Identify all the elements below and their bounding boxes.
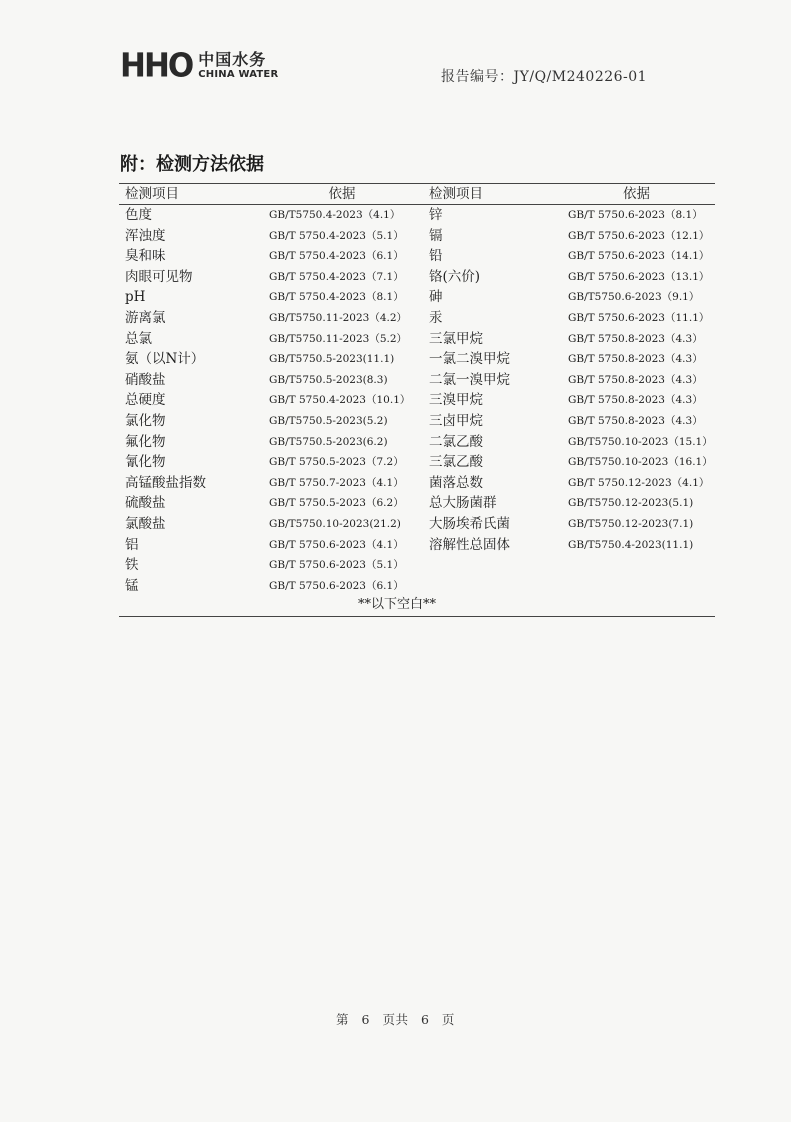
cell-item-right: 菌落总数 (429, 474, 483, 491)
table-body (119, 205, 715, 596)
cell-basis-right: GB/T 5750.8-2023（4.3） (568, 414, 703, 427)
cell-basis-left: GB/T 5750.6-2023（5.1） (269, 559, 404, 572)
table-row (119, 267, 715, 288)
cell-item-right: 铅 (429, 248, 443, 265)
cell-basis-right: GB/T 5750.8-2023（4.3） (568, 373, 703, 386)
cell-basis-right: GB/T 5750.8-2023（4.3） (568, 353, 703, 366)
cell-basis-right: GB/T 5750.8-2023（4.3） (568, 332, 703, 345)
cell-basis-left: GB/T5750.5-2023(11.1) (269, 353, 395, 366)
section-title: 附：检测方法依据 (120, 154, 264, 175)
report-number: 报告编号：JY/Q/M240226-01 (441, 69, 648, 85)
cell-basis-left: GB/T5750.11-2023（5.2） (269, 332, 408, 345)
header-item-right: 检测项目 (429, 186, 483, 202)
cell-basis-left: GB/T 5750.4-2023（6.1） (269, 250, 404, 263)
cell-item-right: 二氯一溴甲烷 (429, 371, 510, 388)
cell-basis-left: GB/T 5750.5-2023（6.2） (269, 497, 404, 510)
cell-item-right: 汞 (429, 309, 443, 326)
table-row (119, 226, 715, 247)
cell-item-right: 二氯乙酸 (429, 433, 483, 450)
cell-item-right: 铬(六价) (429, 268, 481, 285)
cell-item-right (427, 576, 558, 597)
cell-item-right: 砷 (429, 289, 443, 306)
cell-basis-left: GB/T 5750.7-2023（4.1） (269, 476, 404, 489)
table-row (119, 473, 715, 494)
table-row (119, 514, 715, 535)
cell-item-left: 总氯 (125, 330, 152, 347)
cell-basis-left: GB/T 5750.4-2023（10.1） (269, 394, 411, 407)
cell-basis-right: GB/T5750.4-2023(11.1) (568, 538, 694, 551)
table-row (119, 329, 715, 350)
cell-item-left: 硫酸盐 (125, 495, 166, 512)
methods-table (119, 183, 715, 617)
table-row (119, 493, 715, 514)
footer-suffix: 页 (441, 1012, 455, 1027)
cell-item-left: 浑浊度 (125, 227, 166, 244)
cell-item-right (427, 555, 558, 576)
cell-basis-left: GB/T5750.5-2023(8.3) (269, 373, 388, 386)
company-logo (120, 46, 278, 86)
cell-basis-right: GB/T 5750.6-2023（13.1） (568, 270, 710, 283)
cell-item-right: 总大肠菌群 (429, 495, 497, 512)
header-basis-right: 依据 (623, 186, 650, 202)
table-row (119, 576, 715, 597)
cell-basis-right: GB/T5750.12-2023(7.1) (568, 517, 694, 530)
cell-item-left: 氨（以N计） (125, 351, 205, 368)
cell-item-left: 肉眼可见物 (125, 268, 193, 285)
cell-item-left: 铁 (125, 557, 139, 574)
cell-basis-right: GB/T 5750.6-2023（11.1） (568, 311, 710, 324)
cell-basis-right: GB/T 5750.12-2023（4.1） (568, 476, 710, 489)
cell-item-left: 色度 (125, 207, 152, 223)
cell-basis-left: GB/T5750.5-2023(6.2) (269, 435, 388, 448)
table-row (119, 308, 715, 329)
cell-basis-right (558, 555, 715, 576)
cell-item-left: 臭和味 (125, 248, 166, 265)
footer-total: 6 (420, 1012, 430, 1027)
cell-item-left: 总硬度 (125, 392, 166, 409)
cell-item-right: 镉 (429, 227, 443, 244)
table-row (119, 205, 715, 226)
cell-basis-left: GB/T 5750.4-2023（5.1） (269, 229, 404, 242)
cell-basis-right: GB/T5750.10-2023（16.1） (568, 456, 713, 469)
footer-middle: 页共 (382, 1012, 409, 1027)
cell-basis-left: GB/T5750.11-2023（4.2） (269, 311, 408, 324)
cell-item-left: 氰化物 (125, 454, 166, 471)
cell-basis-left: GB/T 5750.4-2023（8.1） (269, 291, 404, 304)
cell-basis-right: GB/T 5750.6-2023（12.1） (568, 229, 710, 242)
table-header (119, 184, 715, 205)
cell-basis-left: GB/T5750.5-2023(5.2) (269, 414, 388, 427)
table-row (119, 370, 715, 391)
page-footer (0, 1010, 791, 1028)
cell-item-right: 三卤甲烷 (429, 412, 483, 429)
cell-item-left: 游离氯 (125, 309, 166, 326)
cell-basis-left: GB/T 5750.6-2023（6.1） (269, 579, 404, 592)
footer-prefix: 第 (336, 1012, 350, 1027)
cell-basis-left: GB/T5750.10-2023(21.2) (269, 517, 401, 530)
table-row (119, 349, 715, 370)
cell-item-left: 氟化物 (125, 433, 166, 450)
cell-item-right: 三溴甲烷 (429, 392, 483, 409)
cell-item-right: 大肠埃希氏菌 (429, 515, 510, 532)
cell-item-left: 氯酸盐 (125, 515, 166, 532)
cell-basis-right: GB/T5750.6-2023（9.1） (568, 291, 700, 304)
logo-mark: HHO (120, 47, 193, 85)
table-row (119, 555, 715, 576)
cell-item-left: 硝酸盐 (125, 371, 166, 388)
table-row (119, 452, 715, 473)
cell-basis-left: GB/T5750.4-2023（4.1） (269, 209, 401, 221)
cell-item-left: 高锰酸盐指数 (125, 474, 206, 491)
cell-item-right: 三氯甲烷 (429, 330, 483, 347)
table-row (119, 535, 715, 556)
cell-basis-left: GB/T 5750.4-2023（7.1） (269, 270, 404, 283)
cell-basis-right: GB/T 5750.6-2023（14.1） (568, 250, 710, 263)
logo-text (198, 51, 278, 81)
cell-basis-left: GB/T 5750.6-2023（4.1） (269, 538, 404, 551)
cell-item-right: 溶解性总固体 (429, 536, 510, 553)
table-row (119, 246, 715, 267)
cell-item-right: 锌 (429, 207, 443, 223)
table-row (119, 432, 715, 453)
cell-basis-right: GB/T 5750.8-2023（4.3） (568, 394, 703, 407)
table-row (119, 287, 715, 308)
logo-cn: 中国水务 (198, 50, 267, 69)
cell-item-left: 氯化物 (125, 412, 166, 429)
table-row (119, 411, 715, 432)
cell-item-right: 三氯乙酸 (429, 454, 483, 471)
table-row (119, 390, 715, 411)
logo-en: CHINA WATER (198, 69, 279, 80)
footer-page: 6 (361, 1012, 370, 1027)
header-item-left: 检测项目 (125, 186, 179, 202)
cell-basis-left: GB/T 5750.5-2023（7.2） (269, 456, 404, 469)
cell-item-left: 锰 (125, 577, 139, 594)
cell-item-left: pH (125, 289, 146, 306)
blank-note: **以下空白** (357, 597, 436, 613)
cell-item-left: 铝 (125, 536, 139, 553)
header-basis-left: 依据 (328, 186, 356, 202)
cell-item-right: 一氯二溴甲烷 (429, 351, 510, 368)
cell-basis-right: GB/T5750.12-2023(5.1) (568, 497, 694, 510)
cell-basis-right (558, 576, 715, 597)
cell-basis-right: GB/T5750.10-2023（15.1） (568, 435, 713, 448)
cell-basis-right: GB/T 5750.6-2023（8.1） (568, 209, 703, 221)
